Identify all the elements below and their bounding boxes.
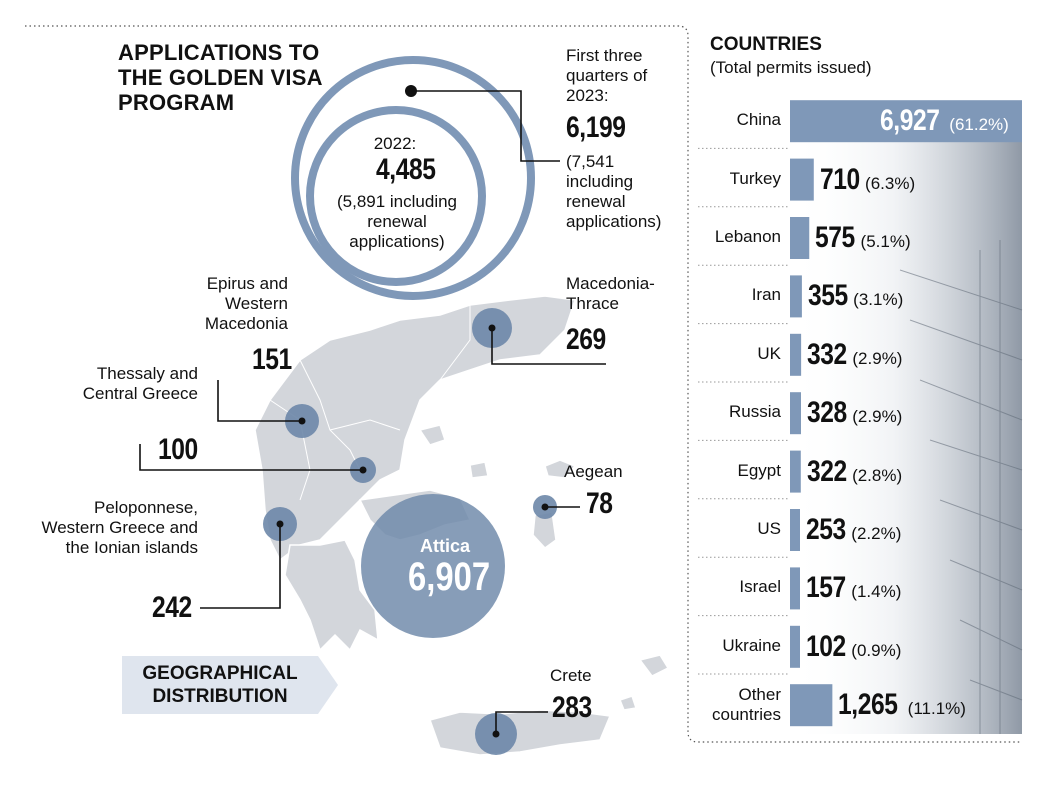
- ring-2022-note: (5,891 including renewal applications): [336, 192, 458, 251]
- region-crete-value: 283: [552, 691, 592, 724]
- bar-label-china: China: [736, 110, 781, 130]
- bar-uk: [790, 334, 801, 376]
- bar-israel: [790, 567, 800, 609]
- bar-label-russia: Russia: [729, 402, 781, 422]
- bar-label-egypt: Egypt: [737, 460, 781, 480]
- chart-subtitle: (Total permits issued): [710, 58, 872, 77]
- bar-label-turkey: Turkey: [729, 168, 781, 188]
- page-title: APPLICATIONS TO THE GOLDEN VISA PROGRAM: [118, 40, 322, 115]
- region-crete-label: Crete: [550, 666, 592, 685]
- bar-ukraine: [790, 626, 800, 668]
- bar-value-uk: 332 (2.9%): [807, 337, 903, 371]
- bar-iran: [790, 275, 802, 317]
- bar-value-russia: 328 (2.9%): [806, 396, 903, 430]
- region-epirus-value: 151: [252, 343, 292, 376]
- bar-value-turkey: 710 (6.3%): [819, 162, 916, 196]
- geo-distribution-tag: GEOGRAPHICAL DISTRIBUTION: [122, 656, 318, 714]
- bar-label-other-countries: Other countries: [712, 685, 781, 725]
- ring-2022-value: 4,485: [376, 153, 436, 186]
- bar-label-us: US: [757, 519, 781, 538]
- bar-value-other-countries: 1,265 (11.1%): [838, 688, 966, 722]
- ring-2023-value: 6,199: [566, 111, 626, 144]
- bar-value-iran: 355 (3.1%): [807, 279, 904, 313]
- bar-turkey: [790, 159, 814, 201]
- bar-value-us: 253 (2.2%): [806, 513, 902, 546]
- bar-lebanon: [790, 217, 809, 259]
- region-thessaly-value: 100: [158, 433, 198, 466]
- bar-value-china: 6,927 (61.2%): [880, 104, 1009, 138]
- region-attica-label: Attica: [419, 536, 470, 556]
- region-macedonia-label: Macedonia-Thrace: [566, 274, 655, 313]
- bar-egypt: [790, 451, 801, 493]
- bar-russia: [790, 392, 801, 434]
- bar-other-countries: [790, 684, 832, 726]
- region-aegean-label: Aegean: [564, 462, 623, 481]
- region-thessaly-label: Thessaly and Central Greece: [82, 364, 198, 403]
- ring-2022-label: 2022:: [373, 134, 417, 153]
- region-epirus-label: Epirus and Western Macedonia: [204, 274, 288, 333]
- region-attica-value: 6,907: [408, 555, 491, 599]
- bar-label-ukraine: Ukraine: [722, 635, 781, 655]
- bar-value-egypt: 322 (2.8%): [806, 454, 903, 488]
- region-peloponnese-label: Peloponnese, Western Greece and the Ionian islands: [41, 498, 198, 557]
- bar-label-lebanon: Lebanon: [714, 227, 781, 246]
- ring-2023-note: (7,541 including renewal applications): [566, 152, 662, 231]
- region-peloponnese-value: 242: [152, 591, 192, 624]
- bar-value-lebanon: 575 (5.1%): [815, 221, 911, 254]
- geo-distribution-tag-arrow: [318, 656, 338, 714]
- region-aegean-value: 78: [586, 487, 613, 520]
- bar-value-ukraine: 102 (0.9%): [806, 629, 902, 663]
- bar-label-iran: Iran: [751, 285, 781, 305]
- ring-2023-label: First three quarters of 2023:: [566, 46, 648, 105]
- bar-value-israel: 157 (1.4%): [806, 571, 902, 605]
- bar-label-israel: Israel: [739, 577, 781, 597]
- chart-title: COUNTRIES: [710, 34, 822, 55]
- bar-label-uk: UK: [757, 343, 781, 363]
- region-macedonia-value: 269: [566, 323, 606, 356]
- bar-us: [790, 509, 800, 551]
